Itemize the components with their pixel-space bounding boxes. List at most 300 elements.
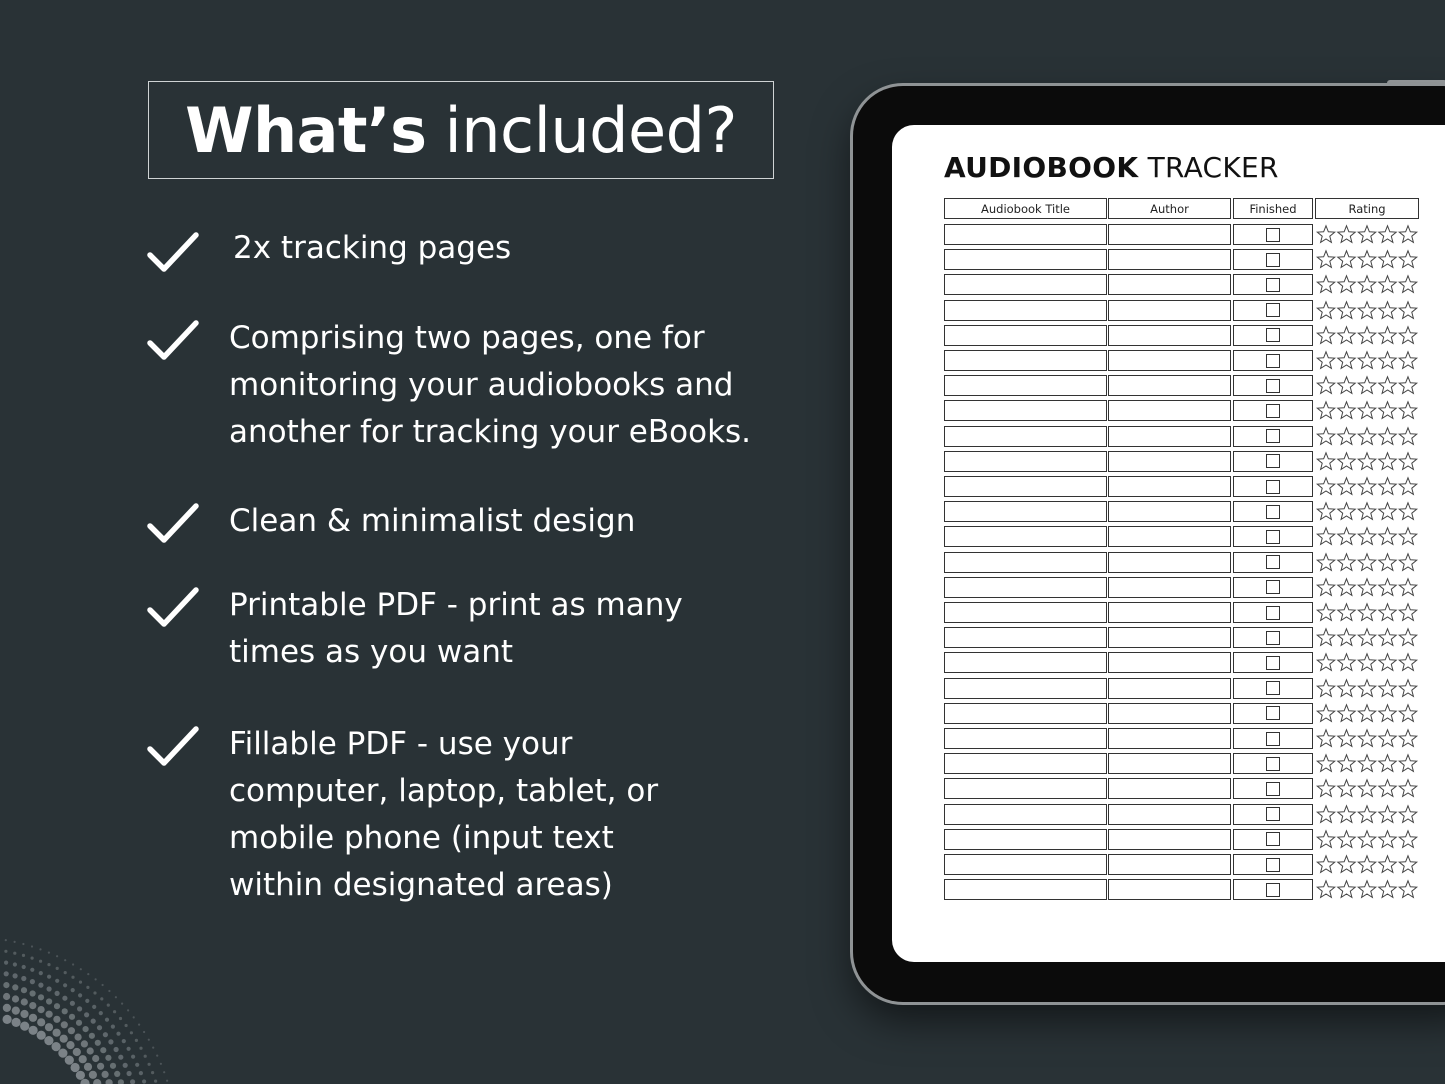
star-icon[interactable] (1358, 579, 1376, 596)
rating-stars[interactable] (1316, 501, 1420, 522)
rating-stars[interactable] (1316, 577, 1420, 598)
rating-stars[interactable] (1316, 829, 1420, 850)
star-icon[interactable] (1358, 301, 1376, 318)
star-icon[interactable] (1399, 604, 1417, 621)
author-field[interactable] (1108, 753, 1231, 774)
author-field[interactable] (1108, 652, 1231, 673)
star-icon[interactable] (1338, 377, 1356, 394)
title-field[interactable] (944, 476, 1107, 497)
rating-stars[interactable] (1316, 249, 1420, 270)
decorative-dot (144, 1055, 147, 1058)
star-icon[interactable] (1358, 453, 1376, 470)
finished-checkbox[interactable] (1266, 480, 1280, 494)
star-icon[interactable] (1358, 730, 1376, 747)
star-icon[interactable] (1358, 856, 1376, 873)
finished-checkbox[interactable] (1266, 606, 1280, 620)
star-icon[interactable] (1338, 604, 1356, 621)
author-field[interactable] (1108, 879, 1231, 900)
star-icon[interactable] (1379, 579, 1397, 596)
star-icon[interactable] (1379, 881, 1397, 898)
star-icon[interactable] (1358, 755, 1376, 772)
star-icon[interactable] (1399, 478, 1417, 495)
author-field[interactable] (1108, 602, 1231, 623)
star-icon[interactable] (1317, 730, 1335, 747)
star-icon[interactable] (1399, 730, 1417, 747)
finished-checkbox[interactable] (1266, 883, 1280, 897)
decorative-dot (87, 1047, 94, 1054)
finished-checkbox[interactable] (1266, 505, 1280, 519)
star-icon[interactable] (1317, 805, 1335, 822)
star-icon[interactable] (1358, 881, 1376, 898)
author-field[interactable] (1108, 426, 1231, 447)
star-icon[interactable] (1317, 705, 1335, 722)
rating-stars[interactable] (1316, 375, 1420, 396)
title-field[interactable] (944, 426, 1107, 447)
star-icon[interactable] (1358, 352, 1376, 369)
finished-checkbox[interactable] (1266, 555, 1280, 569)
author-field[interactable] (1108, 804, 1231, 825)
decorative-dot (100, 1047, 106, 1053)
decorative-dot (5, 939, 7, 941)
decorative-dot (29, 1014, 37, 1022)
star-icon[interactable] (1379, 402, 1397, 419)
star-icon[interactable] (1379, 427, 1397, 444)
star-icon[interactable] (1358, 654, 1376, 671)
title-field[interactable] (944, 451, 1107, 472)
decorative-dot (21, 987, 27, 993)
title-field[interactable] (944, 602, 1107, 623)
star-icon[interactable] (1358, 478, 1376, 495)
finished-checkbox[interactable] (1266, 303, 1280, 317)
star-icon[interactable] (1338, 856, 1356, 873)
author-field[interactable] (1108, 703, 1231, 724)
title-field[interactable] (944, 325, 1107, 346)
rating-stars[interactable] (1316, 778, 1420, 799)
finished-checkbox[interactable] (1266, 832, 1280, 846)
star-icon[interactable] (1358, 831, 1376, 848)
star-icon[interactable] (1399, 352, 1417, 369)
star-icon[interactable] (1317, 780, 1335, 797)
star-icon[interactable] (1338, 705, 1356, 722)
finished-checkbox[interactable] (1266, 530, 1280, 544)
rating-stars[interactable] (1316, 552, 1420, 573)
author-field[interactable] (1108, 325, 1231, 346)
title-field[interactable] (944, 627, 1107, 648)
finished-checkbox[interactable] (1266, 656, 1280, 670)
decorative-dot (95, 1040, 101, 1046)
star-icon[interactable] (1338, 579, 1356, 596)
star-icon[interactable] (1317, 327, 1335, 344)
decorative-dot (106, 1079, 113, 1084)
checkmark-icon (146, 319, 200, 363)
decorative-dot (127, 1047, 131, 1051)
decorative-dot (66, 1041, 74, 1049)
star-icon[interactable] (1379, 503, 1397, 520)
finished-checkbox[interactable] (1266, 631, 1280, 645)
decorative-dot (118, 1079, 124, 1084)
star-icon[interactable] (1317, 352, 1335, 369)
decorative-dot (102, 1071, 109, 1078)
star-icon[interactable] (1338, 755, 1356, 772)
star-icon[interactable] (1317, 881, 1335, 898)
star-icon[interactable] (1399, 553, 1417, 570)
author-field[interactable] (1108, 400, 1231, 421)
decorative-dot (47, 986, 52, 991)
heading-light: included? (444, 93, 737, 167)
title-field[interactable] (944, 249, 1107, 270)
feature-text-line: Clean & minimalist design (229, 503, 636, 539)
author-field[interactable] (1108, 451, 1231, 472)
star-icon[interactable] (1399, 755, 1417, 772)
star-icon[interactable] (1338, 679, 1356, 696)
star-icon[interactable] (1399, 780, 1417, 797)
star-icon[interactable] (1379, 831, 1397, 848)
star-icon[interactable] (1379, 604, 1397, 621)
star-icon[interactable] (1379, 251, 1397, 268)
decorative-dot (39, 948, 41, 950)
star-icon[interactable] (1317, 528, 1335, 545)
finished-checkbox[interactable] (1266, 807, 1280, 821)
title-field[interactable] (944, 703, 1107, 724)
rating-stars[interactable] (1316, 753, 1420, 774)
author-field[interactable] (1108, 778, 1231, 799)
decorative-dot (46, 998, 52, 1004)
decorative-dot (22, 965, 26, 969)
rating-stars[interactable] (1316, 224, 1420, 245)
finished-checkbox[interactable] (1266, 228, 1280, 242)
rating-stars[interactable] (1316, 678, 1420, 699)
star-icon[interactable] (1358, 705, 1376, 722)
star-icon[interactable] (1399, 453, 1417, 470)
star-icon[interactable] (1399, 377, 1417, 394)
title-field[interactable] (944, 854, 1107, 875)
rating-stars[interactable] (1316, 426, 1420, 447)
decorative-dot (127, 1009, 129, 1011)
decorative-dot (13, 952, 16, 955)
title-field[interactable] (944, 552, 1107, 573)
star-icon[interactable] (1399, 579, 1417, 596)
title-field[interactable] (944, 224, 1107, 245)
author-field[interactable] (1108, 552, 1231, 573)
star-icon[interactable] (1358, 503, 1376, 520)
feature-text-line: 2x tracking pages (233, 230, 512, 266)
decorative-dot (89, 1033, 95, 1039)
star-icon[interactable] (1338, 831, 1356, 848)
author-field[interactable] (1108, 728, 1231, 749)
star-icon[interactable] (1317, 427, 1335, 444)
finished-checkbox[interactable] (1266, 354, 1280, 368)
star-icon[interactable] (1338, 553, 1356, 570)
star-icon[interactable] (1379, 654, 1397, 671)
finished-checkbox[interactable] (1266, 328, 1280, 342)
author-field[interactable] (1108, 829, 1231, 850)
finished-checkbox[interactable] (1266, 379, 1280, 393)
title-field[interactable] (944, 879, 1107, 900)
star-icon[interactable] (1379, 805, 1397, 822)
decorative-dot (154, 1080, 157, 1083)
title-field[interactable] (944, 829, 1107, 850)
star-icon[interactable] (1338, 881, 1356, 898)
rating-stars[interactable] (1316, 526, 1420, 547)
star-icon[interactable] (1399, 276, 1417, 293)
decorative-dot (133, 1016, 135, 1018)
star-icon[interactable] (1358, 679, 1376, 696)
rating-stars[interactable] (1316, 400, 1420, 421)
star-icon[interactable] (1399, 705, 1417, 722)
title-field[interactable] (944, 577, 1107, 598)
rating-stars[interactable] (1316, 804, 1420, 825)
decorative-dot (62, 996, 67, 1001)
decorative-dot (110, 1063, 116, 1069)
title-field[interactable] (944, 652, 1107, 673)
column-header-rating: Rating (1315, 198, 1419, 219)
title-field[interactable] (944, 375, 1107, 396)
finished-checkbox[interactable] (1266, 580, 1280, 594)
decorative-dot (95, 978, 97, 980)
star-icon[interactable] (1358, 629, 1376, 646)
star-icon[interactable] (1399, 528, 1417, 545)
star-icon[interactable] (1399, 831, 1417, 848)
author-field[interactable] (1108, 274, 1231, 295)
star-icon[interactable] (1338, 251, 1356, 268)
decorative-dot (12, 1007, 20, 1015)
star-icon[interactable] (1358, 528, 1376, 545)
star-icon[interactable] (1358, 553, 1376, 570)
star-icon[interactable] (1379, 276, 1397, 293)
heading-bold: What’s (185, 93, 427, 167)
rating-stars[interactable] (1316, 300, 1420, 321)
finished-checkbox[interactable] (1266, 858, 1280, 872)
decorative-dot (135, 1063, 139, 1067)
decorative-dot (55, 991, 60, 996)
star-icon[interactable] (1338, 503, 1356, 520)
author-field[interactable] (1108, 501, 1231, 522)
star-icon[interactable] (1379, 226, 1397, 243)
star-icon[interactable] (1338, 226, 1356, 243)
rating-stars[interactable] (1316, 728, 1420, 749)
title-field[interactable] (944, 400, 1107, 421)
finished-checkbox[interactable] (1266, 757, 1280, 771)
star-icon[interactable] (1358, 327, 1376, 344)
star-icon[interactable] (1358, 805, 1376, 822)
decorative-dot (118, 1055, 123, 1060)
decorative-dot (108, 1039, 113, 1044)
star-icon[interactable] (1379, 528, 1397, 545)
finished-checkbox[interactable] (1266, 429, 1280, 443)
star-icon[interactable] (1338, 629, 1356, 646)
star-icon[interactable] (1379, 856, 1397, 873)
rating-stars[interactable] (1316, 350, 1420, 371)
star-icon[interactable] (1358, 377, 1376, 394)
star-icon[interactable] (1358, 226, 1376, 243)
star-icon[interactable] (1379, 679, 1397, 696)
star-icon[interactable] (1317, 579, 1335, 596)
title-field[interactable] (944, 350, 1107, 371)
title-field[interactable] (944, 274, 1107, 295)
star-icon[interactable] (1399, 301, 1417, 318)
decorative-dot (44, 1036, 53, 1045)
star-icon[interactable] (1379, 755, 1397, 772)
title-field[interactable] (944, 753, 1107, 774)
star-icon[interactable] (1358, 276, 1376, 293)
star-icon[interactable] (1358, 251, 1376, 268)
decorative-dot (75, 1034, 82, 1041)
star-icon[interactable] (1317, 301, 1335, 318)
star-icon[interactable] (1379, 453, 1397, 470)
decorative-dot (91, 1019, 96, 1024)
star-icon[interactable] (1358, 604, 1376, 621)
author-field[interactable] (1108, 375, 1231, 396)
decorative-dot (47, 963, 50, 966)
decorative-dot (84, 1012, 89, 1017)
rating-stars[interactable] (1316, 627, 1420, 648)
star-icon[interactable] (1379, 327, 1397, 344)
finished-checkbox[interactable] (1266, 278, 1280, 292)
title-field[interactable] (944, 728, 1107, 749)
rating-stars[interactable] (1316, 274, 1420, 295)
star-icon[interactable] (1358, 427, 1376, 444)
star-icon[interactable] (1379, 553, 1397, 570)
rating-stars[interactable] (1316, 652, 1420, 673)
finished-checkbox[interactable] (1266, 706, 1280, 720)
star-icon[interactable] (1399, 251, 1417, 268)
author-field[interactable] (1108, 300, 1231, 321)
rating-stars[interactable] (1316, 602, 1420, 623)
author-field[interactable] (1108, 678, 1231, 699)
star-icon[interactable] (1338, 453, 1356, 470)
star-icon[interactable] (1399, 629, 1417, 646)
star-icon[interactable] (1317, 503, 1335, 520)
star-icon[interactable] (1317, 831, 1335, 848)
decorative-dot (39, 971, 43, 975)
star-icon[interactable] (1399, 805, 1417, 822)
star-icon[interactable] (1399, 654, 1417, 671)
star-icon[interactable] (1338, 528, 1356, 545)
star-icon[interactable] (1338, 327, 1356, 344)
author-field[interactable] (1108, 854, 1231, 875)
decorative-dot (163, 1071, 165, 1073)
title-field[interactable] (944, 526, 1107, 547)
finished-checkbox[interactable] (1266, 782, 1280, 796)
decorative-dot (139, 1071, 143, 1075)
rating-stars[interactable] (1316, 854, 1420, 875)
rating-stars[interactable] (1316, 476, 1420, 497)
author-field[interactable] (1108, 476, 1231, 497)
star-icon[interactable] (1317, 276, 1335, 293)
star-icon[interactable] (1338, 730, 1356, 747)
decorative-dot (21, 976, 26, 981)
star-icon[interactable] (1399, 226, 1417, 243)
star-icon[interactable] (1399, 503, 1417, 520)
star-icon[interactable] (1379, 780, 1397, 797)
star-icon[interactable] (1338, 352, 1356, 369)
star-icon[interactable] (1358, 780, 1376, 797)
author-field[interactable] (1108, 249, 1231, 270)
star-icon[interactable] (1338, 478, 1356, 495)
star-icon[interactable] (1317, 453, 1335, 470)
author-field[interactable] (1108, 577, 1231, 598)
star-icon[interactable] (1317, 377, 1335, 394)
star-icon[interactable] (1338, 780, 1356, 797)
author-field[interactable] (1108, 627, 1231, 648)
decorative-dot (53, 1029, 61, 1037)
star-icon[interactable] (1317, 654, 1335, 671)
star-icon[interactable] (1317, 402, 1335, 419)
star-icon[interactable] (1399, 856, 1417, 873)
star-icon[interactable] (1317, 679, 1335, 696)
star-icon[interactable] (1379, 478, 1397, 495)
star-icon[interactable] (1379, 705, 1397, 722)
author-field[interactable] (1108, 224, 1231, 245)
title-field[interactable] (944, 300, 1107, 321)
star-icon[interactable] (1338, 301, 1356, 318)
rating-stars[interactable] (1316, 451, 1420, 472)
rating-stars[interactable] (1316, 879, 1420, 900)
star-icon[interactable] (1317, 604, 1335, 621)
star-icon[interactable] (1358, 402, 1376, 419)
finished-checkbox[interactable] (1266, 253, 1280, 267)
star-icon[interactable] (1399, 881, 1417, 898)
title-field[interactable] (944, 804, 1107, 825)
decorative-dot (22, 954, 25, 957)
star-icon[interactable] (1338, 402, 1356, 419)
decorative-dot (92, 1055, 99, 1062)
star-icon[interactable] (1399, 402, 1417, 419)
star-icon[interactable] (1379, 301, 1397, 318)
title-field[interactable] (944, 778, 1107, 799)
author-field[interactable] (1108, 526, 1231, 547)
star-icon[interactable] (1317, 553, 1335, 570)
finished-checkbox[interactable] (1266, 404, 1280, 418)
star-icon[interactable] (1338, 427, 1356, 444)
star-icon[interactable] (1338, 276, 1356, 293)
star-icon[interactable] (1338, 654, 1356, 671)
star-icon[interactable] (1317, 478, 1335, 495)
rating-stars[interactable] (1316, 703, 1420, 724)
decorative-dot (37, 1018, 45, 1026)
star-icon[interactable] (1379, 629, 1397, 646)
star-icon[interactable] (1338, 805, 1356, 822)
decorative-dot (39, 960, 42, 963)
finished-checkbox[interactable] (1266, 681, 1280, 695)
star-icon[interactable] (1379, 377, 1397, 394)
star-icon[interactable] (1317, 629, 1335, 646)
tracker-title-rest: TRACKER (1147, 151, 1279, 184)
title-field[interactable] (944, 501, 1107, 522)
author-field[interactable] (1108, 350, 1231, 371)
decorative-dot (113, 1010, 116, 1013)
rating-stars[interactable] (1316, 325, 1420, 346)
title-field[interactable] (944, 678, 1107, 699)
star-icon[interactable] (1317, 226, 1335, 243)
decorative-dot (29, 1002, 36, 1009)
star-icon[interactable] (1379, 352, 1397, 369)
finished-checkbox[interactable] (1266, 454, 1280, 468)
decorative-dot (102, 984, 104, 986)
star-icon[interactable] (1399, 327, 1417, 344)
star-icon[interactable] (1317, 856, 1335, 873)
star-icon[interactable] (1399, 679, 1417, 696)
finished-checkbox[interactable] (1266, 732, 1280, 746)
star-icon[interactable] (1399, 427, 1417, 444)
decorative-dot (79, 1055, 87, 1063)
star-icon[interactable] (1317, 251, 1335, 268)
decorative-dot (38, 983, 43, 988)
decorative-dot (12, 984, 18, 990)
decorative-dot (13, 973, 18, 978)
star-icon[interactable] (1317, 755, 1335, 772)
star-icon[interactable] (1379, 730, 1397, 747)
